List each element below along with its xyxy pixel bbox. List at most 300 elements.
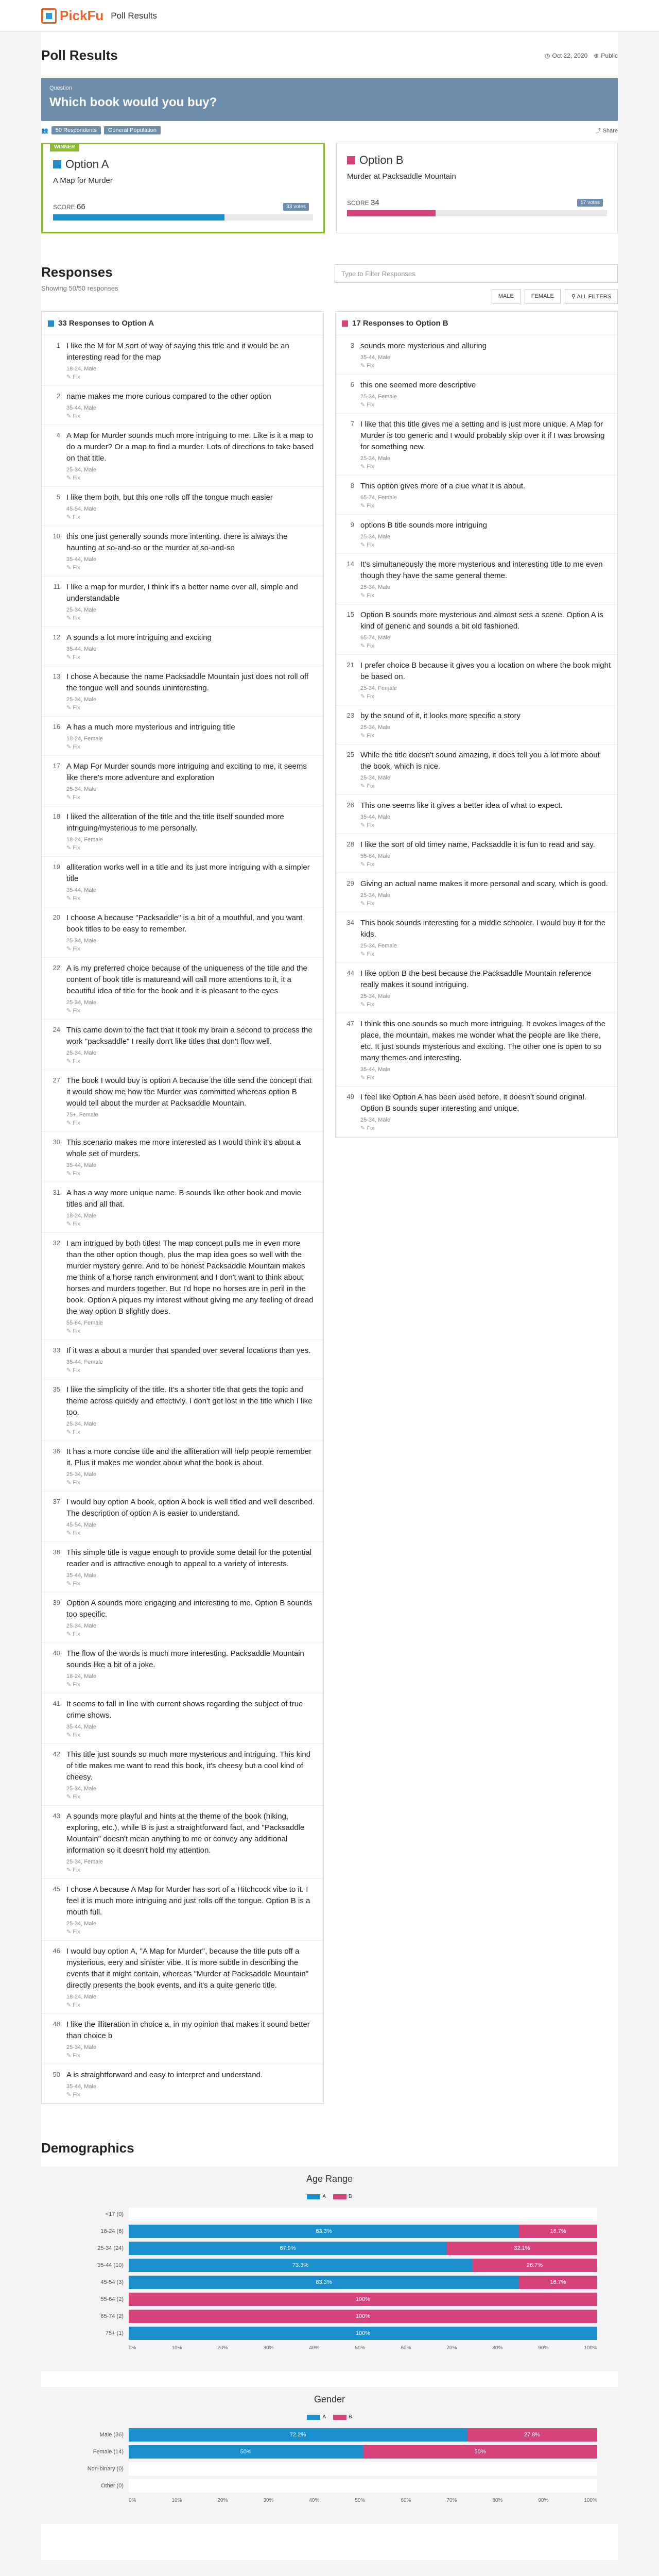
fix-label: Fix (73, 1221, 80, 1227)
fix-link[interactable] (66, 514, 273, 520)
fix-link[interactable] (360, 861, 595, 868)
option-a-responses-header (42, 312, 323, 335)
bar-segment-b: 16.7% (519, 2276, 597, 2289)
axis-tick: 20% (217, 2498, 228, 2503)
response-body (360, 968, 611, 1008)
response-demographic: 25-34, Male (360, 892, 391, 899)
demo-row-label: 65-74 (2) (100, 2313, 124, 2319)
bar-segment-b: 100% (129, 2310, 597, 2323)
bar-segment-b: 50% (363, 2445, 597, 2459)
fix-link[interactable] (360, 783, 611, 789)
option-b-responses-header (336, 312, 617, 335)
fix-link[interactable] (66, 2002, 317, 2008)
fix-link[interactable] (66, 704, 317, 711)
fix-link[interactable] (66, 794, 317, 801)
poll-date: Oct 22, 2020 (552, 52, 588, 59)
response-number: 11 (53, 583, 60, 590)
fix-link[interactable] (66, 1429, 317, 1435)
pickfu-logo[interactable] (41, 8, 103, 24)
pencil-icon: ✎ (360, 733, 367, 739)
legend-a (307, 2414, 326, 2420)
filter-buttons (335, 289, 618, 304)
fix-link[interactable] (360, 642, 611, 649)
response-text: options B title sounds more intriguing (360, 521, 487, 530)
demo-row-label: 75+ (1) (105, 2330, 124, 2336)
response-item (336, 375, 617, 414)
fix-link[interactable] (66, 1681, 317, 1688)
winner-badge: WINNER (50, 143, 79, 151)
axis-tick: 100% (584, 2345, 597, 2351)
response-demographic: 25-34, Male (360, 1117, 391, 1123)
legend-a (307, 2194, 326, 2199)
clock-icon: ◷ (545, 52, 550, 59)
response-item (42, 1879, 323, 1941)
response-body (360, 750, 611, 789)
pencil-icon: ✎ (66, 1221, 73, 1227)
response-demographic: 25-34, Male (66, 2044, 97, 2050)
response-text: Giving an actual name makes it more personal and scary, which is good. (360, 879, 608, 888)
response-text: This came down to the fact that it took my brain a second to process the work "packsaddle" I really don't like titles that don't flow well. (66, 1026, 313, 1046)
response-body (66, 430, 317, 481)
fix-link[interactable] (360, 693, 611, 700)
response-body (66, 1946, 317, 2008)
fix-link[interactable] (360, 1125, 611, 1131)
male-filter-button[interactable]: MALE (492, 289, 521, 304)
response-number: 40 (53, 1649, 60, 1657)
fix-link[interactable] (66, 1732, 317, 1738)
response-text: It has a more concise title and the alliteration will help people remember it. Plus it makes me wonder about what the book is about. (66, 1447, 312, 1467)
fix-link[interactable] (66, 1530, 317, 1536)
fix-link[interactable] (360, 732, 521, 739)
response-number: 13 (53, 672, 60, 680)
response-demographic: 35-44, Male (66, 1162, 97, 1168)
response-text: I think this one sounds so much more intriguing. It evokes images of the place, the mountain, makes me wonder what the people are like there, etc. It just sounds mysterious and exciting. The other one is open to so many themes and interesting. (360, 1020, 606, 1062)
response-demographic: 18-24, Female (66, 837, 103, 843)
axis-tick: 30% (263, 2345, 274, 2351)
response-demographic: 35-44, Male (360, 354, 391, 361)
response-number: 5 (56, 493, 60, 501)
response-number: 22 (53, 964, 60, 972)
response-demographic: 25-34, Male (66, 1921, 97, 1927)
response-text: Option A sounds more engaging and interesting to me. Option B sounds too specific. (66, 1599, 312, 1619)
filter-area (335, 264, 618, 304)
response-item (336, 705, 617, 744)
response-body (66, 963, 317, 1014)
response-number: 32 (53, 1239, 60, 1247)
option-a-responses (41, 311, 324, 2104)
fix-label: Fix (73, 475, 80, 481)
pencil-icon: ✎ (66, 654, 73, 660)
fix-link[interactable] (66, 895, 317, 902)
demo-bar (129, 2479, 597, 2493)
pencil-icon: ✎ (66, 1631, 73, 1637)
all-filters-button[interactable] (565, 289, 618, 304)
response-number: 41 (53, 1700, 60, 1707)
fix-link[interactable] (360, 951, 611, 957)
response-item (336, 655, 617, 705)
fix-label: Fix (73, 1171, 80, 1177)
pencil-icon: ✎ (66, 705, 73, 711)
response-body (66, 1811, 317, 1873)
demo-row (62, 2293, 597, 2306)
response-text: I like a map for murder, I think it's a better name over all, simple and understandable (66, 583, 298, 603)
fix-link[interactable] (66, 1928, 317, 1935)
fix-label: Fix (73, 654, 80, 660)
response-body (360, 1092, 611, 1131)
fix-link[interactable] (66, 1328, 317, 1334)
response-text: It's simultaneously the more mysterious and interesting title to me even though they have the same general theme. (360, 560, 603, 580)
age-rows (62, 2208, 597, 2340)
option-a-score (53, 202, 313, 211)
fix-link[interactable] (66, 564, 317, 571)
option-a-card[interactable] (41, 143, 325, 233)
fix-link[interactable] (66, 615, 317, 621)
fix-link[interactable] (66, 1580, 317, 1587)
pencil-icon: ✎ (66, 1120, 73, 1126)
response-text: This simple title is vague enough to provide some detail for the potential reader and is attractive enough to appeal to a variety of interests. (66, 1548, 312, 1568)
response-text: sounds more mysterious and alluring (360, 342, 487, 350)
response-demographic: 25-34, Female (66, 1859, 103, 1865)
fix-link[interactable] (66, 1631, 317, 1637)
response-body (66, 761, 317, 801)
axis-tick: 40% (309, 2345, 320, 2351)
legend-b (333, 2194, 352, 2199)
pencil-icon: ✎ (360, 503, 367, 509)
bar-segment-b: 27.8% (467, 2428, 597, 2442)
fix-label: Fix (367, 1002, 374, 1008)
demo-bar (129, 2208, 597, 2221)
fix-label: Fix (367, 733, 374, 739)
response-body (66, 1648, 317, 1688)
response-text: I chose A because A Map for Murder has sort of a Hitchcock vibe to it. I feel it is much more intriguing and just rolls off the tongue. Option B is a mouth full. (66, 1885, 310, 1917)
tag-row (41, 126, 618, 134)
response-body (66, 1075, 317, 1126)
response-number: 47 (346, 1020, 354, 1027)
response-body (360, 800, 563, 828)
response-demographic: 35-44, Male (66, 2083, 97, 2090)
fix-link[interactable] (360, 362, 487, 369)
female-filter-button[interactable]: FEMALE (525, 289, 561, 304)
axis-tick: 90% (538, 2345, 549, 2351)
fix-label: Fix (73, 1631, 80, 1637)
fix-link[interactable] (66, 1793, 317, 1800)
demo-bar (129, 2242, 597, 2255)
demo-bar (129, 2310, 597, 2323)
response-number: 36 (53, 1447, 60, 1455)
response-item (42, 1020, 323, 1070)
response-item (42, 666, 323, 717)
response-text: I like the sort of old timey name, Packsaddle it is fun to read and say. (360, 840, 595, 849)
option-a-subtitle: A Map for Murder (53, 176, 113, 185)
fix-label: Fix (367, 1125, 374, 1131)
option-a-swatch (53, 160, 61, 168)
response-item (42, 1233, 323, 1340)
fix-label: Fix (367, 464, 374, 470)
response-text: I like the simplicity of the title. It's a shorter title that gets the topic and theme across quickly and effectivly. I don't get lost in the title which I like too. (66, 1385, 313, 1417)
response-body (66, 1547, 317, 1587)
fix-link[interactable] (66, 844, 317, 851)
response-demographic: 35-44, Male (66, 887, 97, 893)
response-item (336, 912, 617, 963)
response-item (42, 1806, 323, 1879)
response-text: The book I would buy is option A because the title send the concept that it would show me how the Murder was committed whereas option B would tell about the murder at Packsaddle Mountain. (66, 1076, 312, 1108)
fix-link[interactable] (66, 1221, 317, 1227)
gender-axis (129, 2498, 597, 2503)
response-body (360, 380, 476, 408)
fix-link[interactable] (66, 2091, 263, 2098)
response-demographic: 25-34, Male (360, 534, 391, 540)
response-item (336, 515, 617, 554)
fix-label: Fix (367, 363, 374, 369)
pencil-icon: ✎ (360, 464, 367, 470)
fix-link[interactable] (360, 401, 476, 408)
demographics-section (41, 2140, 618, 2524)
response-body (66, 1384, 317, 1435)
response-number: 48 (53, 2020, 60, 2028)
fix-label: Fix (73, 374, 80, 380)
bar-segment-b: 26.7% (472, 2259, 597, 2272)
fix-link[interactable] (66, 1170, 317, 1177)
pencil-icon: ✎ (66, 946, 73, 952)
response-number: 46 (53, 1947, 60, 1955)
response-item (42, 1744, 323, 1806)
response-number: 29 (346, 879, 354, 887)
age-axis (129, 2345, 597, 2351)
option-a-swatch (48, 320, 54, 327)
axis-tick: 60% (401, 2498, 411, 2503)
fix-link[interactable] (66, 1867, 317, 1873)
demo-row-label: 18-24 (6) (100, 2228, 124, 2234)
fix-label: Fix (73, 565, 80, 571)
response-number: 9 (350, 521, 354, 529)
response-text: This option gives more of a clue what it is about. (360, 482, 526, 490)
fix-label: Fix (73, 1732, 80, 1738)
response-demographic: 18-24, Male (66, 1994, 97, 2000)
response-body (66, 811, 317, 851)
fix-link[interactable] (66, 374, 317, 380)
filter-input[interactable]: Type to Filter Responses (335, 264, 618, 283)
response-item (336, 476, 617, 515)
response-number: 18 (53, 812, 60, 820)
axis-tick: 40% (309, 2498, 320, 2503)
gender-rows (62, 2428, 597, 2493)
fix-label: Fix (367, 901, 374, 907)
fix-link[interactable] (66, 1367, 310, 1374)
response-demographic: 18-24, Male (66, 1213, 97, 1219)
response-body (360, 609, 611, 649)
option-a-title (53, 158, 313, 171)
page-title: Poll Results (41, 47, 118, 63)
response-body (66, 722, 235, 750)
pencil-icon: ✎ (360, 822, 367, 828)
response-number: 30 (53, 1138, 60, 1146)
score-label: SCORE (347, 199, 369, 207)
pencil-icon: ✎ (66, 1480, 73, 1486)
pencil-icon: ✎ (360, 1125, 367, 1131)
option-a-votes: 33 votes (283, 203, 309, 211)
axis-tick: 80% (492, 2498, 503, 2503)
date-meta (545, 52, 587, 59)
response-number: 24 (53, 1026, 60, 1033)
response-number: 6 (350, 381, 354, 388)
gender-legend (62, 2414, 597, 2420)
question-box (41, 78, 618, 121)
response-text: I would buy option A book, option A book is well titled and well described. The description of option A is easier to understand. (66, 1498, 315, 1518)
fix-label: Fix (367, 693, 374, 700)
fix-link[interactable] (360, 592, 611, 599)
response-text: A Map For Murder sounds more intriguing and exciting to me, it seems like there's more adventure and exploration (66, 762, 307, 782)
response-item (42, 806, 323, 857)
age-range-title: Age Range (306, 2174, 353, 2184)
response-item (42, 2014, 323, 2064)
pencil-icon: ✎ (66, 514, 73, 520)
response-number: 31 (53, 1189, 60, 1196)
fix-link[interactable] (66, 1120, 317, 1126)
response-demographic: 35-44, Male (66, 1572, 97, 1579)
axis-tick: 20% (217, 2345, 228, 2351)
response-demographic: 35-44, Male (66, 556, 97, 563)
fix-link[interactable] (66, 2052, 317, 2059)
response-body (360, 710, 521, 739)
bar-segment-a: 83.3% (129, 2276, 519, 2289)
fix-link[interactable] (66, 654, 212, 660)
pencil-icon: ✎ (66, 1867, 73, 1873)
respondents-tag: 50 Respondents (51, 126, 101, 134)
pencil-icon: ✎ (66, 615, 73, 621)
pencil-icon: ✎ (360, 363, 367, 369)
responses-heading (41, 264, 118, 292)
fix-link[interactable] (360, 900, 608, 907)
response-item (42, 386, 323, 425)
response-text: I feel like Option A has been used before, it doesn't sound original. Option B sounds super interesting and unique. (360, 1093, 586, 1113)
response-demographic: 35-44, Male (66, 646, 97, 652)
responses-count: Showing 50/50 responses (41, 284, 118, 292)
option-b-card[interactable] (336, 143, 618, 233)
response-item (336, 604, 617, 655)
responses-columns (41, 311, 618, 2104)
fix-link[interactable] (66, 413, 271, 419)
fix-link[interactable] (66, 1007, 317, 1014)
share-link[interactable] (596, 126, 618, 134)
axis-tick: 90% (538, 2498, 549, 2503)
demo-row-label: <17 (0) (105, 2211, 124, 2217)
response-item (42, 907, 323, 958)
fix-link[interactable] (360, 1074, 611, 1081)
poll-visibility: Public (601, 52, 618, 59)
pencil-icon: ✎ (360, 643, 367, 649)
top-title: Poll Results (111, 10, 158, 21)
fix-label: Fix (73, 2053, 80, 2059)
response-number: 8 (350, 482, 354, 489)
response-item (336, 795, 617, 834)
response-demographic: 25-34, Male (360, 724, 391, 731)
response-demographic: 35-44, Male (360, 1066, 391, 1073)
response-demographic: 18-24, Male (66, 1673, 97, 1680)
demo-bar (129, 2462, 597, 2476)
fix-link[interactable] (360, 822, 563, 828)
fix-label: Fix (73, 1008, 80, 1014)
demo-bar (129, 2327, 597, 2340)
response-number: 42 (53, 1750, 60, 1758)
response-text: A sounds a lot more intriguing and exciting (66, 633, 212, 642)
fix-link[interactable] (360, 1001, 611, 1008)
response-demographic: 25-34, Male (360, 455, 391, 462)
response-demographic: 35-44, Female (66, 1359, 103, 1365)
response-number: 23 (346, 711, 354, 719)
response-demographic: 25-34, Male (66, 999, 97, 1006)
fix-link[interactable] (360, 502, 525, 509)
response-number: 34 (346, 919, 354, 926)
fix-label: Fix (73, 744, 80, 750)
response-text: This one seems like it gives a better idea of what to expect. (360, 801, 563, 810)
response-body (66, 1497, 317, 1536)
fix-label: Fix (73, 895, 80, 902)
demo-row-label: Other (0) (100, 2483, 124, 2489)
option-b-response-list (336, 335, 617, 1137)
response-item (336, 335, 617, 375)
response-text: I chose A because the name Packsaddle Mountain just does not roll off the tongue well and sounds uninteresting. (66, 672, 309, 692)
response-demographic: 65-74, Male (360, 635, 391, 641)
response-demographic: 25-34, Male (66, 1471, 97, 1478)
response-demographic: 25-34, Male (66, 1623, 97, 1629)
response-body (360, 419, 611, 470)
pencil-icon: ✎ (66, 1328, 73, 1334)
response-item (42, 1693, 323, 1744)
gender-panel (41, 2387, 618, 2524)
response-text: This book sounds interesting for a middle schooler. I would buy it for the kids. (360, 919, 606, 939)
response-text: This scenario makes me more interested as I would think it's about a whole set of murders. (66, 1138, 301, 1158)
response-number: 44 (346, 969, 354, 977)
response-text: A sounds more playful and hints at the theme of the book (hiking, exploring, etc.), while B is just a straightforward fact, and "Packsaddle Mountain" doesn't mean anything to me or convey any additional information so it doesn't hold my attention. (66, 1812, 305, 1855)
option-a-fill (53, 214, 224, 221)
fix-label: Fix (73, 1794, 80, 1800)
bar-segment-b: 100% (129, 2293, 597, 2306)
pencil-icon: ✎ (66, 794, 73, 801)
fix-link[interactable] (66, 1058, 317, 1064)
response-item (336, 554, 617, 604)
fix-link[interactable] (66, 945, 317, 952)
response-body (66, 1025, 317, 1064)
fix-link[interactable] (360, 541, 487, 548)
axis-tick: 10% (171, 2345, 182, 2351)
response-text: this one seemed more descriptive (360, 381, 476, 389)
fix-label: Fix (367, 822, 374, 828)
pencil-icon: ✎ (66, 374, 73, 380)
option-a-response-list (42, 335, 323, 2104)
response-body (66, 1598, 317, 1637)
fix-link[interactable] (66, 474, 317, 481)
demo-row-label: 35-44 (10) (97, 2262, 124, 2268)
bar-segment-a: 67.9% (129, 2242, 447, 2255)
age-legend (62, 2194, 597, 2199)
fix-link[interactable] (66, 743, 235, 750)
options-row (41, 143, 618, 233)
demo-row (62, 2327, 597, 2340)
option-a-name: Option A (65, 158, 109, 171)
response-item (336, 414, 617, 476)
pencil-icon: ✎ (66, 1171, 73, 1177)
response-demographic: 25-34, Female (360, 685, 397, 691)
fix-link[interactable] (360, 463, 611, 470)
top-bar (0, 0, 659, 32)
brand-name: PickFu (60, 8, 104, 23)
response-body (66, 1238, 317, 1334)
response-body (360, 1019, 611, 1081)
legend-b (333, 2414, 352, 2420)
response-number: 39 (53, 1599, 60, 1606)
bar-segment-a: 73.3% (129, 2259, 472, 2272)
fix-link[interactable] (66, 1479, 317, 1486)
